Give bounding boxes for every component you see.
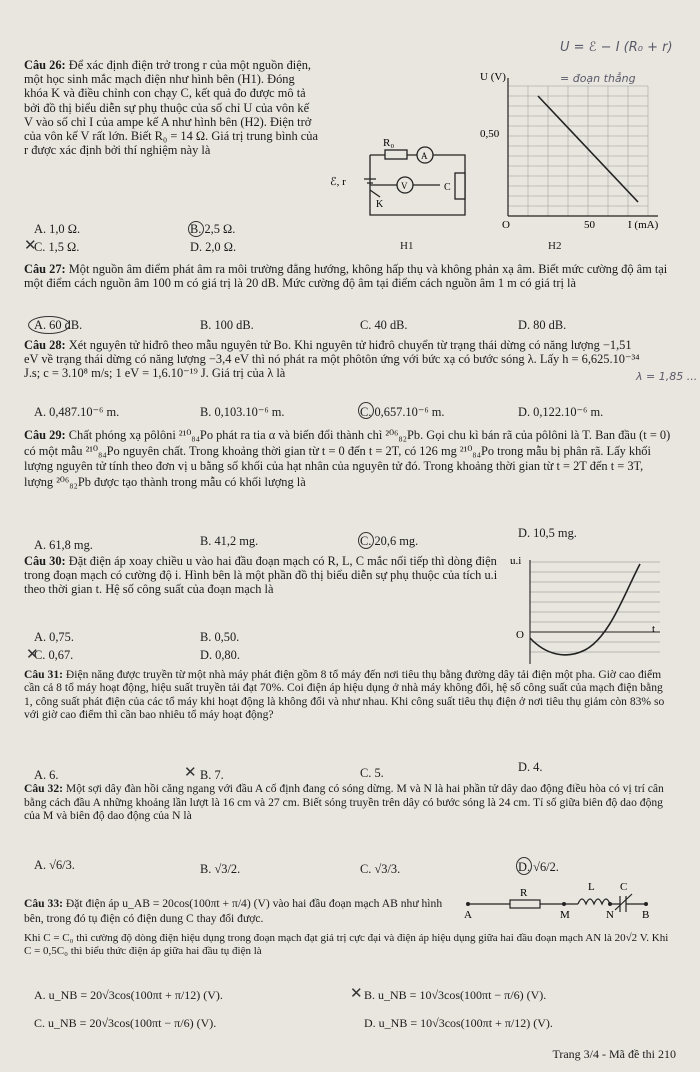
- option-d: D. 0,122.10⁻⁶ m.: [518, 405, 604, 419]
- answer-circle: [188, 221, 204, 237]
- option-d: D. 80 dB.: [518, 318, 567, 332]
- question-number: Câu 29:: [24, 428, 66, 442]
- point-a-label: A: [464, 909, 472, 920]
- question-text: Chất phóng xạ pôlôni ²¹⁰₈₄Po phát ra tia α và biến đổi thành chì ²⁰⁶₈₂Pb. Gọi chu kì bán rã của pôlôni là T. Ban đầu (t = 0) có một mẫu ²¹⁰₈₄Po nguyên chất. Trong khoảng thời gian từ t = 0 đến t = 2T, có 126 mg ²¹⁰₈₄Po trong mẫu bị phân rã. Lấy khối lượng nguyên tử tính theo đơn vị u bằng số khối của hạt nhân của nguyên tử đó. Trong khoảng thời gian từ t = 2T đến t = 3T, lượng ²⁰⁶₈₂Pb được tạo thành trong mẫu có khối lượng là: [24, 428, 671, 489]
- x-tick-label: 50: [584, 219, 595, 231]
- cross-mark: ✕: [24, 236, 37, 254]
- question-29: [24, 428, 674, 490]
- answer-circle: [358, 402, 374, 419]
- question-text: Để xác định điện trở trong r của một nguồn điện, một học sinh mắc mạch điện như hình bên (H1). Đóng khóa K và điều chỉnh con chạy C, kết quả đo được mô tả bởi đồ thị biểu diễn sự phụ thuộc của số chỉ U của vôn kế V vào số chỉ I của ampe kế A như hình bên (H2). Điện trở của vôn kế V rất lớn. Biết R₀ = 14 Ω. Giá trị trung bình của r được xác định bởi thí nghiệm này là: [24, 58, 318, 158]
- y-axis-label: u.i: [510, 555, 522, 567]
- question-number: Câu 32:: [24, 782, 63, 795]
- question-number: Câu 26:: [24, 58, 66, 72]
- question-number: Câu 30:: [24, 554, 66, 568]
- option-a: A. 0,75.: [34, 630, 74, 644]
- circuit-h1: [330, 135, 480, 245]
- resistor-label: R: [520, 887, 528, 899]
- question-27: [24, 262, 674, 290]
- option-c: C. 1,5 Ω.: [34, 240, 80, 254]
- handwritten-note: = đoạn thẳng: [560, 72, 636, 85]
- question-text: Đặt điện áp xoay chiều u vào hai đầu đoạn mạch có R, L, C mắc nối tiếp thì dòng điện trong đoạn mạch có cường độ i. Hình bên là một phần đồ thị biểu diễn sự phụ thuộc của tích u.i theo thời gian t. Hệ số công suất của đoạn mạch là: [24, 554, 498, 597]
- point-b-label: B: [642, 909, 650, 920]
- option-b: B. 41,2 mg.: [200, 534, 259, 548]
- option-d: D. 2,0 Ω.: [190, 240, 237, 254]
- option-c: C. 0,67.: [34, 648, 74, 662]
- option-d: D. 10,5 mg.: [518, 526, 577, 540]
- capacitor-label: C: [620, 881, 628, 893]
- circuit-ab: [460, 876, 660, 920]
- question-31: [24, 668, 674, 722]
- inductor-label: L: [588, 881, 595, 893]
- cross-mark: ✕: [184, 763, 197, 781]
- origin-label: O: [502, 219, 510, 231]
- option-d: D. 4.: [518, 760, 543, 774]
- r0-label: R₀: [383, 137, 395, 149]
- graph-ui: [510, 552, 670, 667]
- point-m-label: M: [560, 909, 570, 920]
- y-axis-label: U (V): [480, 71, 506, 83]
- option-a: A. 1,0 Ω.: [34, 222, 81, 236]
- option-c: C. 0,657.10⁻⁶ m.: [360, 405, 445, 419]
- question-number: Câu 33:: [24, 897, 63, 910]
- ammeter-label: A: [421, 151, 428, 161]
- question-text: Điện năng được truyền từ một nhà máy phát điện gồm 8 tổ máy đến nơi tiêu thụ bằng đường dây tải điện một pha. Giờ cao điểm cần cả 8 tổ máy hoạt động, hiệu suất truyền tải đạt 70%. Coi điện áp hiệu dụng ở nhà máy không đổi, hệ số công suất của mạch điện bằng 1, công suất phát điện của các tổ máy khi hoạt động là không đổi và như nhau. Khi công suất tiêu thụ điện ở nơi tiêu thụ giảm còn 83% so với giờ cao điểm thì cần bao nhiêu tổ máy hoạt động?: [24, 668, 665, 722]
- question-32: [24, 782, 674, 823]
- answer-circle: [358, 532, 374, 549]
- option-a: A. 60 dB.: [34, 318, 83, 332]
- page-footer: Trang 3/4 - Mã đề thi 210: [552, 1047, 676, 1061]
- question-text: Khi C = C₀ thì cường độ dòng điện hiệu dụng trong đoạn mạch đạt giá trị cực đại và điện áp hiệu dụng giữa hai đầu đoạn mạch AN là 20√2 V. Khi C = 0,5C₀ thì biểu thức điện áp giữa hai đầu tụ điện là: [24, 932, 669, 957]
- option-a: A. 61,8 mg.: [34, 538, 93, 552]
- option-b: B. 7.: [200, 768, 224, 782]
- option-b: B. 100 dB.: [200, 318, 254, 332]
- y-tick-label: 0,50: [480, 128, 500, 140]
- x-axis-label: I (mA): [628, 219, 659, 231]
- question-28: [24, 338, 644, 381]
- figure-label-h2: H2: [548, 240, 562, 252]
- origin-label: O: [516, 629, 524, 641]
- figure-label-h1: H1: [400, 240, 414, 252]
- option-d: D. u_NB = 10√3cos(100πt + π/12) (V).: [364, 1016, 553, 1030]
- option-d: D. 0,80.: [200, 648, 240, 662]
- option-a: A. 6.: [34, 768, 59, 782]
- option-c: C. √3/3.: [360, 862, 401, 876]
- answer-circle: [28, 316, 70, 334]
- cross-mark: ✕: [26, 645, 39, 663]
- option-a: A. 0,487.10⁻⁶ m.: [34, 405, 120, 419]
- question-text: Xét nguyên tử hiđrô theo mẫu nguyên tử Bo. Khi nguyên tử hiđrô chuyển từ trạng thái dừng có năng lượng −1,51 eV về trạng thái dừng có năng lượng −3,4 eV thì nó phát ra một phôtôn ứng với bức xạ có bước sóng λ. Lấy h = 6,625.10⁻³⁴ J.s; c = 3.10⁸ m/s; 1 eV = 1,6.10⁻¹⁹ J. Giá trị của λ là: [24, 338, 640, 381]
- option-b: B. u_NB = 10√3cos(100πt − π/6) (V).: [364, 988, 547, 1002]
- graph-h2: [478, 66, 678, 246]
- voltmeter-label: V: [401, 181, 408, 191]
- question-number: Câu 27:: [24, 262, 66, 276]
- option-b: B. √3/2.: [200, 862, 241, 876]
- question-26: [24, 58, 320, 157]
- option-c: C. 5.: [360, 766, 384, 780]
- option-c: C. 20,6 mg.: [360, 534, 419, 548]
- option-b: B. 2,5 Ω.: [190, 222, 236, 236]
- option-b: B. 0,103.10⁻⁶ m.: [200, 405, 285, 419]
- handwritten-formula: U = ℰ − I (R₀ + r): [560, 40, 673, 55]
- switch-label: K: [376, 199, 384, 210]
- option-c: C. 40 dB.: [360, 318, 408, 332]
- question-33-part1: [24, 896, 464, 926]
- option-d: D. √6/2.: [518, 860, 559, 874]
- question-30: [24, 554, 500, 597]
- option-a: A. u_NB = 20√3cos(100πt + π/12) (V).: [34, 988, 223, 1002]
- answer-circle: [516, 857, 532, 875]
- handwritten-note: λ = 1,85 ...: [636, 370, 698, 383]
- x-axis-label: t: [652, 623, 656, 635]
- question-text: Đặt điện áp u_AB = 20cos(100πt + π/4) (V) vào hai đầu đoạn mạch AB như hình bên, trong đó tụ điện có điện dung C thay đổi được.: [24, 897, 443, 925]
- question-text: Một nguồn âm điểm phát âm ra môi trường đẳng hướng, không hấp thụ và không phản xạ âm. Biết mức cường độ âm tại một điểm cách nguồn âm 100 m có giá trị là 20 dB. Mức cường độ âm tại điểm cách nguồn âm 1 m có giá trị là: [24, 262, 668, 291]
- point-n-label: N: [606, 909, 614, 920]
- question-text: Một sợi dây đàn hồi căng ngang với đầu A cố định đang có sóng dừng. M và N là hai phần tử dây dao động điều hòa có vị trí cân bằng cách đầu A những khoảng lần lượt là 16 cm và 27 cm. Biết sóng truyền trên dây có bước sóng là 24 cm. Tỉ số giữa biên độ dao động của M và biên độ dao động của N là: [24, 782, 664, 823]
- source-label: ℰ, r: [330, 176, 346, 188]
- question-number: Câu 31:: [24, 668, 63, 681]
- slider-label: C: [444, 182, 451, 193]
- question-number: Câu 28:: [24, 338, 66, 352]
- question-33-part2: [24, 932, 674, 958]
- cross-mark: ✕: [350, 984, 363, 1002]
- option-b: B. 0,50.: [200, 630, 240, 644]
- option-c: C. u_NB = 20√3cos(100πt − π/6) (V).: [34, 1016, 217, 1030]
- option-a: A. √6/3.: [34, 858, 75, 872]
